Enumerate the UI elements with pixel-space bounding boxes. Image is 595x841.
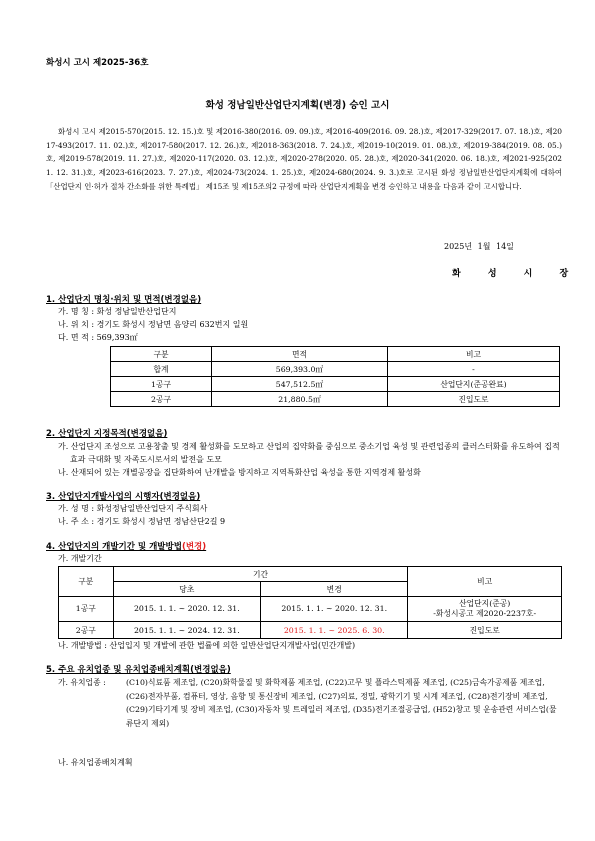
section4-heading <box>46 540 206 552</box>
period-table-header: 기간 <box>113 567 408 582</box>
table-row <box>59 597 562 622</box>
table-cell: 21,880.5㎡ <box>212 392 388 407</box>
mayor-signature: 화 성 시 장 <box>452 269 581 279</box>
period-label: 가. 개발기간 <box>58 554 102 563</box>
section2-item-a: 가. 산업단지 조성으로 고용창출 및 경제 활성화를 도모하고 산업의 집약화를 중심으로 중소기업 육성 및 관련업종의 클러스터화를 유도하여 집적효과 극대화 및 자족도시로서의 발전을 도모 <box>58 442 560 464</box>
intro-paragraph: 화성시 고시 제2015-570(2015. 12. 15.)호 및 제2016-380(2016. 09. 09.)호, 제2016-409(2016. 09. 28.)호, 제2017-329(2017. 07. 18.)호, 제2017-493(2017. 11. 02.)호, 제2017-580(2017. 12. 26.)호, 제2018-363(2018. 7. 24.)호, 제2019-10(2019. 01. 08.)호, 제2019-384(2019. 08. 05.)호, 제2019-578(2019. 11. 27.)호, 제2020-117(2020. 03. 12.)호, 제2020-278(2020. 05. 28.)호, 제2020-341(2020. 06. 18.)호, 제2021-925(2021. 12. 31.)호, 제2023-616(2023. 7. 27.)호, 제2024-73(2024. 1. 25.)호, 제2024-680(2024. 9. 3.)호로 고시된 화성 정남일반산업단지계획에 대하여 「산업단지 인·허가 절차 간소화를 위한 특례법」 제15조 및 제15조의2 규정에 따라 산업단지계획을 변경 승인하고 내용을 다음과 같이 고시합니다. <box>46 127 562 191</box>
industry-block <box>58 676 562 730</box>
table-cell: 2공구 <box>59 622 114 639</box>
table-row <box>111 362 560 377</box>
table-cell: 2015. 1. 1. ~ 2024. 12. 31. <box>113 622 260 639</box>
period-table-header: 변경 <box>261 582 408 597</box>
table-cell: - <box>388 362 560 377</box>
table-cell: 547,512.5㎡ <box>212 377 388 392</box>
document-title: 화성 정남일반산업단지계획(변경) 승인 고시 <box>205 100 390 111</box>
notice-number: 화성시 고시 제2025-36호 <box>46 58 149 68</box>
table-cell-changed: 2015. 1. 1. ~ 2025. 6. 30. <box>261 622 408 639</box>
table-row <box>111 377 560 392</box>
table-cell: 2015. 1. 1. ~ 2020. 12. 31. <box>261 597 408 622</box>
table-cell: 합계 <box>111 362 212 377</box>
table-row <box>111 392 560 407</box>
period-table <box>58 566 562 639</box>
industry-text: (C10)식료품 제조업, (C20)화학물질 및 화학제품 제조업, (C22)고무 및 플라스틱제품 제조업, (C25)금속가공제품 제조업, (C26)전자부품, 컴퓨터, 영상, 음향 및 통신장비 제조업, (C27)의료, 정밀, 광학기기 및 시계 제조업, (C28)전기장비 제조업, (C29)기타기계 및 장비 제조업, (C30)자동차 및 트레일러 제조업, (D35)전기조절공급업, (H52)창고 및 운송관련 서비스업(물류단지 제외) <box>126 678 557 728</box>
section2-items <box>58 440 562 479</box>
table-cell: 2공구 <box>111 392 212 407</box>
table-row <box>59 622 562 639</box>
layout-plan: 나. 유치업종배치계획 <box>58 758 133 767</box>
area-table-header: 구분 <box>111 347 212 362</box>
section1-area: 다. 면 적 : 569,393㎡ <box>58 333 138 342</box>
section1-location: 나. 위 치 : 경기도 화성시 정남면 음양리 632번지 일원 <box>58 320 249 329</box>
table-cell <box>408 597 562 622</box>
area-table-header: 비고 <box>388 347 560 362</box>
table-cell: 진입도로 <box>408 622 562 639</box>
notice-date: 2025년 1월 14일 <box>444 242 514 251</box>
area-table-header: 면적 <box>212 347 388 362</box>
period-table-header: 당초 <box>113 582 260 597</box>
section2-item-b: 나. 산재되어 있는 개별공장을 집단화하여 난개발을 방지하고 지역특화산업 육성을 통한 지역경제 활성화 <box>58 468 421 477</box>
development-method: 나. 개발방법 : 산업입지 및 개발에 관한 법률에 의한 일반산업단지개발사업(민간개발) <box>58 641 356 650</box>
section5-heading: 5. 주요 유치업종 및 유치업종배치계획(변경없음) <box>46 665 231 675</box>
area-table <box>110 346 560 407</box>
section3-heading: 3. 산업단지개발사업의 시행자(변경없음) <box>46 492 201 502</box>
section2-heading: 2. 산업단지 지정목적(변경없음) <box>46 429 168 439</box>
table-cell: 산업단지(준공완료) <box>388 377 560 392</box>
table-cell: 1공구 <box>59 597 114 622</box>
section4-heading-change: (변경) <box>181 542 207 552</box>
table-cell: 1공구 <box>111 377 212 392</box>
period-table-header: 비고 <box>408 567 562 597</box>
note-line: -화성시공고 제2020-2237호- <box>433 609 537 618</box>
note-line: 산업단지(준공) <box>459 599 511 608</box>
section3-name: 가. 성 명 : 화성정남일반산업단지 주식회사 <box>58 504 208 513</box>
period-table-header: 구분 <box>59 567 114 597</box>
section4-heading-main: 4. 산업단지의 개발기간 및 개발방법 <box>46 542 182 552</box>
section3-address: 나. 주 소 : 경기도 화성시 정남면 정남산단2길 9 <box>58 517 226 526</box>
section1-heading: 1. 산업단지 명칭·위치 및 면적(변경없음) <box>46 295 202 305</box>
section1-name: 가. 명 칭 : 화성 정남일반산업단지 <box>58 307 177 316</box>
industry-lead: 가. 유치업종 : <box>58 678 106 687</box>
table-cell: 2015. 1. 1. ~ 2020. 12. 31. <box>113 597 260 622</box>
table-cell: 진입도로 <box>388 392 560 407</box>
table-cell: 569,393.0㎡ <box>212 362 388 377</box>
